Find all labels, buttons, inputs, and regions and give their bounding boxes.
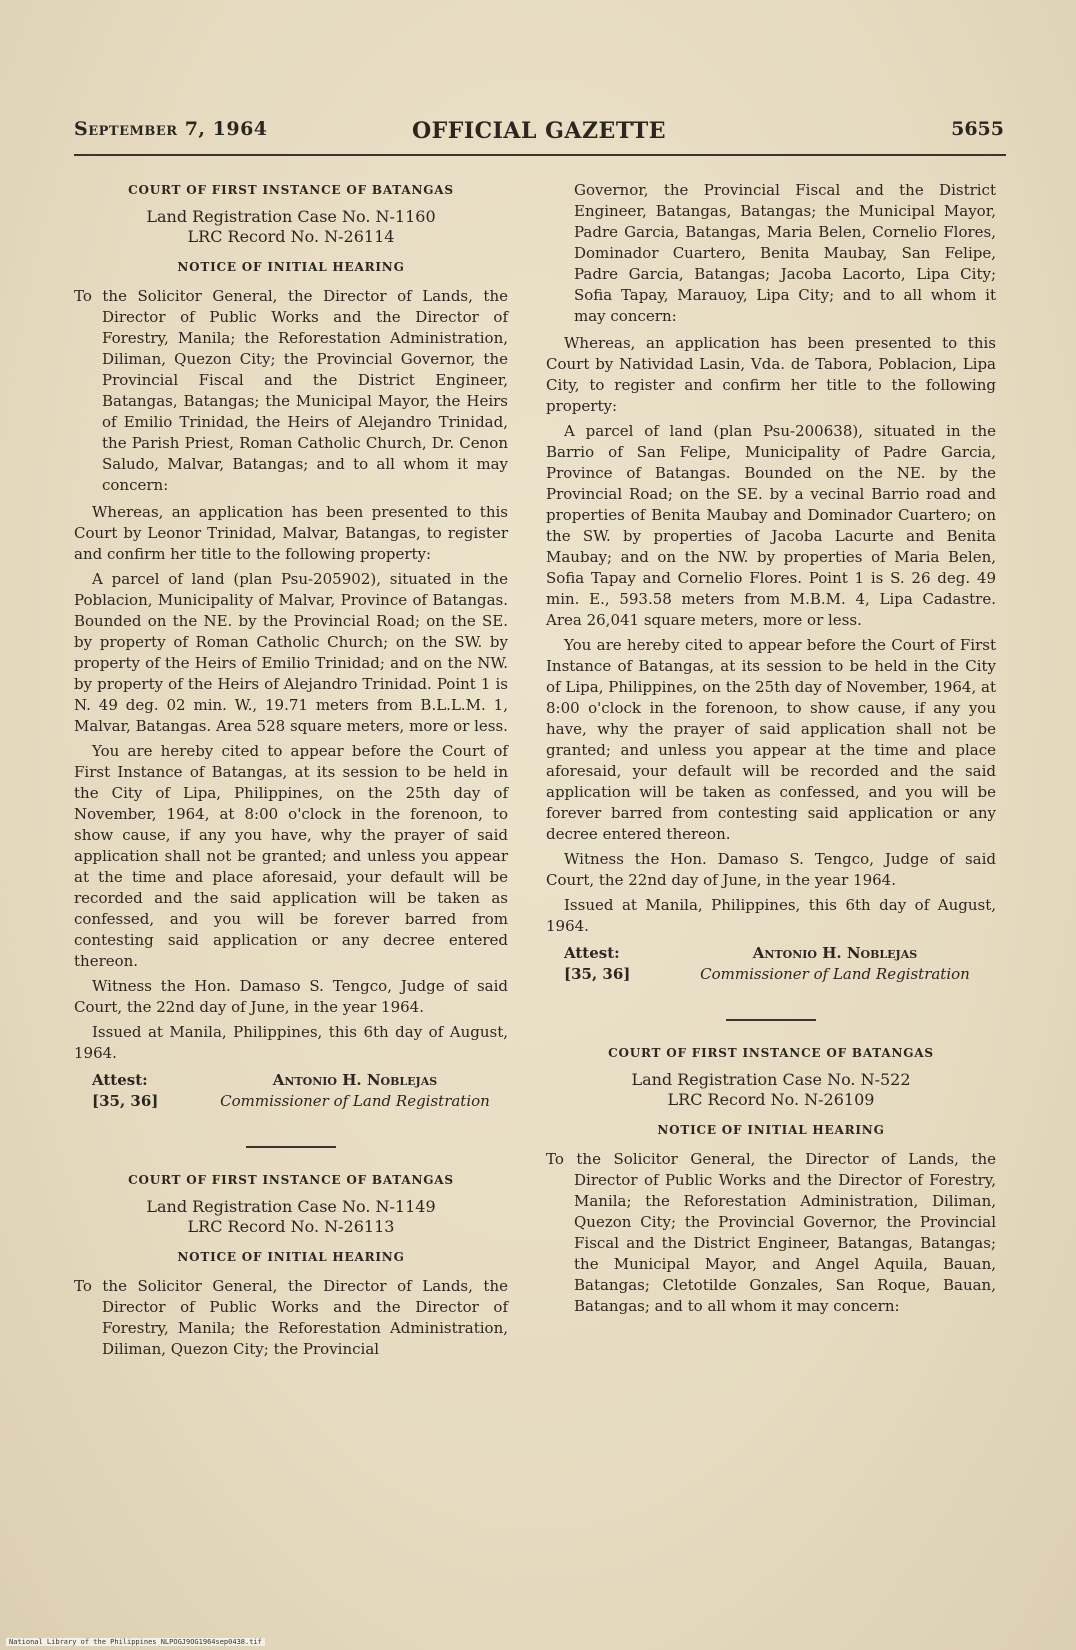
attest-role: Commissioner of Land Registration xyxy=(700,965,970,983)
addressees: To the Solicitor General, the Director of Lands, the Director of Public Works and the Director of Forestry, Manila; the Reforestation Administration, Diliman, Quezon City; the Provincial Governor, the Provincial Fiscal and the District Engineer, Batangas, Batangas; the Municipal Mayor, and Angel Aquila, Bauan, Batangas; Cletotilde Gonzales, San Roque, Bauan, Batangas; and to all whom it may concern: xyxy=(546,1150,996,1315)
citation-paragraph: You are hereby cited to appear before the Court of First Instance of Batangas, at its session to be held in the City of Lipa, Philippines, on the 25th day of November, 1964, at 8:00 o'clock in the forenoon, to show cause, if any you have, why the prayer of said application shall not be granted; and unless you appear at the time and place aforesaid, your default will be recorded and the said application will be taken as confessed, and you will be forever barred from contesting said application or any decree entered thereon. xyxy=(74,742,508,970)
left-column xyxy=(74,180,508,1366)
notice-continuation xyxy=(546,180,996,985)
addressees: To the Solicitor General, the Director of Lands, the Director of Public Works and the Director of Forestry, Manila; the Reforestation Administration, Diliman, Quezon City; the Provincial xyxy=(74,1277,508,1358)
record-number: LRC Record No. N-26114 xyxy=(187,227,395,246)
citation-paragraph: You are hereby cited to appear before the Court of First Instance of Batangas, at its session to be held in the City of Lipa, Philippines, on the 25th day of November, 1964, at 8:00 o'clock in the forenoon, to show cause, if any you have, why the prayer of said application shall not be granted; and unless you appear at the time and place aforesaid, your default will be recorded and the said application will be taken as confessed, and you will be forever barred from contesting said application or any decree entered thereon. xyxy=(546,636,996,843)
attest-label: Attest: xyxy=(92,1071,148,1089)
court-heading: COURT OF FIRST INSTANCE OF BATANGAS xyxy=(128,183,454,197)
notice-heading: NOTICE OF INITIAL HEARING xyxy=(177,260,405,274)
parcel-description: A parcel of land (plan Psu-200638), situated in the Barrio of San Felipe, Municipality of Padre Garcia, Province of Batangas. Bounded on the NE. by the Provincial Road; on the SE. by a vecinal Barrio road and properties of Benita Maubay and Dominador Cuartero; on the SW. by properties of Jacoba Lacurte and Benita Maubay; and on the NW. by properties of Maria Belen, Sofia Tapay and Cornelio Flores. Point 1 is S. 26 deg. 49 min. E., 593.58 meters from M.B.M. 4, Lipa Cadastre. Area 26,041 square meters, more or less. xyxy=(546,422,996,629)
attest-name: Antonio H. Noblejas xyxy=(752,944,918,962)
witness-paragraph: Witness the Hon. Damaso S. Tengco, Judge of said Court, the 22nd day of June, in the year 1964. xyxy=(546,850,996,889)
page-number: 5655 xyxy=(951,118,1004,140)
record-number: LRC Record No. N-26113 xyxy=(187,1217,395,1236)
reference-number: [35, 36] xyxy=(564,965,631,983)
attest-role-line xyxy=(546,964,996,985)
reference-number: [35, 36] xyxy=(92,1092,159,1110)
addressees: To the Solicitor General, the Director of Lands, the Director of Public Works and the Director of Forestry, Manila; the Reforestation Administration, Diliman, Quezon City; the Provincial Governor, the Provincial Fiscal and the District Engineer, Batangas, Batangas; the Municipal Mayor, the Heirs of Emilio Trinidad, the Heirs of Alejandro Trinidad, the Parish Priest, Roman Catholic Church, Dr. Cenon Saludo, Malvar, Batangas; and to all whom it may concern: xyxy=(74,287,508,494)
attest-role-line xyxy=(74,1091,508,1112)
attest-label: Attest: xyxy=(564,944,620,962)
attest-line xyxy=(74,1070,508,1091)
case-number: Land Registration Case No. N-1160 xyxy=(146,207,436,226)
section-divider xyxy=(726,1019,816,1021)
notice-case-n1160 xyxy=(74,180,508,1112)
publication-title: OFFICIAL GAZETTE xyxy=(411,118,667,144)
attest-name: Antonio H. Noblejas xyxy=(272,1071,438,1089)
section-divider xyxy=(246,1146,336,1148)
witness-paragraph: Witness the Hon. Damaso S. Tengco, Judge of said Court, the 22nd day of June, in the year 1964. xyxy=(74,977,508,1016)
page-header xyxy=(74,118,1004,148)
case-number: Land Registration Case No. N-1149 xyxy=(146,1197,436,1216)
scan-footer: National Library of the Philippines NLPOGJ9OG1964sep0438.tif xyxy=(6,1638,265,1646)
notice-heading: NOTICE OF INITIAL HEARING xyxy=(657,1123,885,1137)
attest-line xyxy=(546,943,996,964)
notice-heading: NOTICE OF INITIAL HEARING xyxy=(177,1250,405,1264)
issued-paragraph: Issued at Manila, Philippines, this 6th day of August, 1964. xyxy=(74,1023,508,1062)
issue-date: September 7, 1964 xyxy=(74,118,268,140)
court-heading: COURT OF FIRST INSTANCE OF BATANGAS xyxy=(608,1046,934,1060)
notice-case-n522 xyxy=(546,1043,996,1317)
notice-case-n1149 xyxy=(74,1170,508,1360)
whereas-paragraph: Whereas, an application has been presented to this Court by Leonor Trinidad, Malvar, Batangas, to register and confirm her title to the following property: xyxy=(74,503,508,563)
parcel-description: A parcel of land (plan Psu-205902), situated in the Poblacion, Municipality of Malvar, Province of Batangas. Bounded on the NE. by the Provincial Road; on the SE. by property of Roman Catholic Church; on the SW. by property of the Heirs of Emilio Trinidad; and on the NW. by property of the Heirs of Alejandro Trinidad. Point 1 is N. 49 deg. 02 min. W., 19.71 meters from B.L.L.M. 1, Malvar, Batangas. Area 528 square meters, more or less. xyxy=(74,570,508,735)
right-column xyxy=(546,180,996,1323)
whereas-paragraph: Whereas, an application has been presented to this Court by Natividad Lasin, Vda. de Tabora, Poblacion, Lipa City, to register and confirm her title to the following property: xyxy=(546,334,996,415)
attest-role: Commissioner of Land Registration xyxy=(220,1092,490,1110)
court-heading: COURT OF FIRST INSTANCE OF BATANGAS xyxy=(128,1173,454,1187)
addressees-continued: Governor, the Provincial Fiscal and the District Engineer, Batangas, Batangas; the Municipal Mayor, Padre Garcia, Batangas, Maria Belen, Cornelio Flores, Dominador Cuartero, Benita Maubay, San Felipe, Padre Garcia, Batangas; Jacoba Lacorto, Lipa City; Sofia Tapay, Marauoy, Lipa City; and to all whom it may concern: xyxy=(574,181,996,325)
header-rule xyxy=(74,154,1006,156)
record-number: LRC Record No. N-26109 xyxy=(667,1090,875,1109)
case-number: Land Registration Case No. N-522 xyxy=(631,1070,911,1089)
issued-paragraph: Issued at Manila, Philippines, this 6th day of August, 1964. xyxy=(546,896,996,935)
